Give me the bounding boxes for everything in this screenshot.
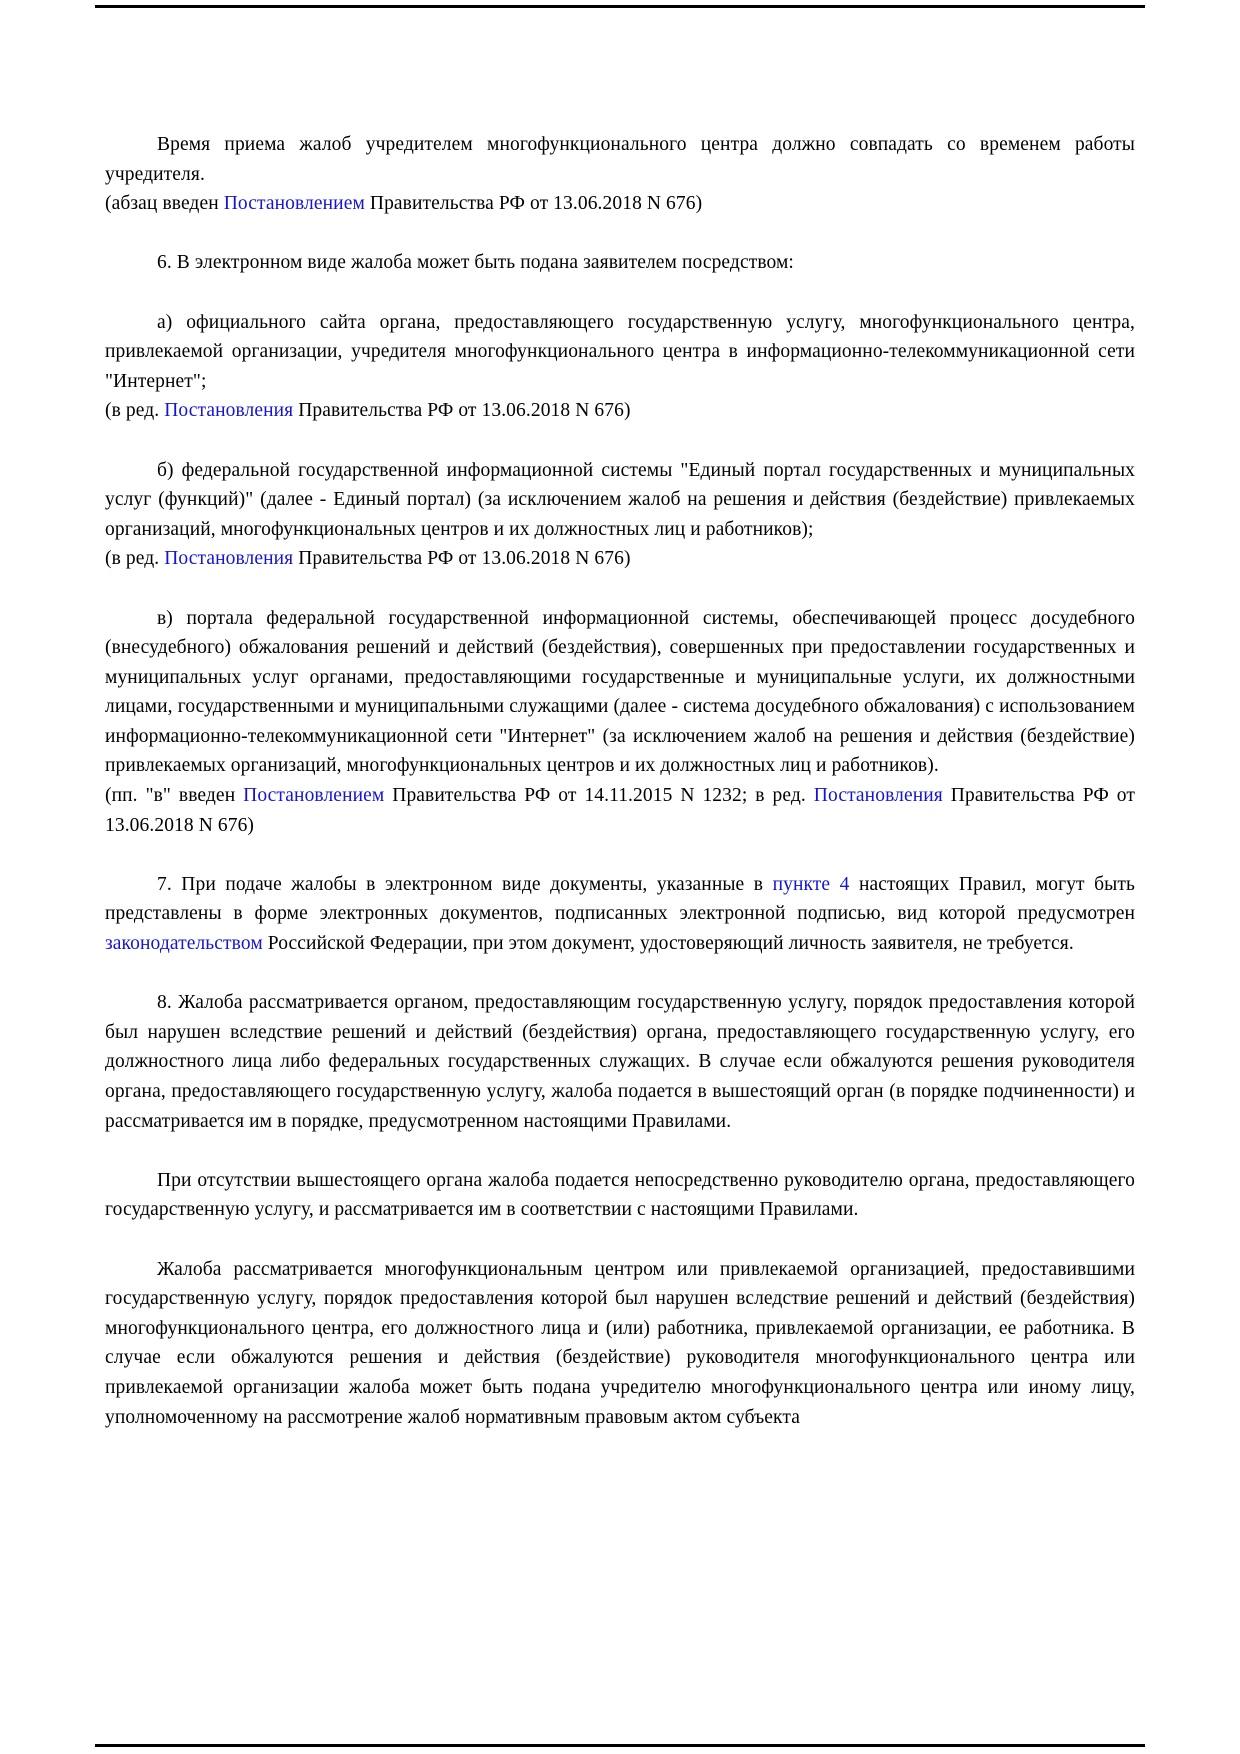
citation-part-1: (пп. "в" введен [105, 785, 244, 807]
paragraph-time-receipt: Время приема жалоб учредителем многофункционального центра должно совпадать со временем работы учредителя. [105, 134, 1135, 185]
paragraph-spacer [105, 574, 1135, 604]
citation-line-4 [105, 781, 1135, 840]
link-punkt-4[interactable]: пункте 4 [772, 873, 850, 895]
citation-line-3 [105, 544, 1135, 574]
paragraph-mfc-complaint: Жалоба рассматривается многофункциональным центром или привлекаемой организацией, предоставившими государственную услугу, порядок предоставления которой был нарушен вследствие решений и действий (бездействия) многофункционального центра, его должностного лица и (или) работника, привлекаемой организации, ее работника. В случае если обжалуются решения и действия (бездействие) руководителя многофункционального центра или привлекаемой организации жалоба может быть подана учредителю многофункционального центра или иному лицу, уполномоченному на рассмотрение жалоб нормативным правовым актом субъекта [105, 1258, 1135, 1428]
citation-prefix: (в ред. [105, 548, 165, 570]
citation-suffix: Правительства РФ от 13.06.2018 N 676) [293, 400, 631, 422]
paragraph-7-part-3: Российской Федерации, при этом документ, удостоверяющий личность заявителя, не требуется. [262, 933, 1074, 955]
citation-part-3: Правительства РФ от 13.06.2018 N 676) [105, 785, 1135, 836]
link-postanovleniya[interactable]: Постановления [164, 548, 294, 570]
paragraph-6b: б) федеральной государственной информационной системы "Единый портал государственных и муниципальных услуг (функций)" (далее - Единый портал) (за исключением жалоб на решения и действия (бездействие) привлекаемых организаций, многофункциональных центров и их должностных лиц и работников); [105, 459, 1135, 540]
citation-part-2: Правительства РФ от 14.11.2015 N 1232; в ред. [384, 785, 814, 807]
paragraph-absence-of-superior-body: При отсутствии вышестоящего органа жалоба подается непосредственно руководителю органа, предоставляющего государственную услугу, и рассматривается им в соответствии с настоящими Правилами. [105, 1169, 1135, 1221]
paragraph-spacer [105, 840, 1135, 870]
link-postanovleniem[interactable]: Постановлением [243, 785, 385, 807]
citation-prefix: (в ред. [105, 400, 165, 422]
paragraph-8: 8. Жалоба рассматривается органом, предоставляющим государственную услугу, порядок предоставления которой был нарушен вследствие решений и действий (бездействия) органа, предоставляющего государственную услугу, его должностного лица либо федеральных государственных служащих. В случае если обжалуются решения руководителя органа, предоставляющего государственную услугу, жалоба подается в вышестоящий орган (в порядке подчиненности) и рассматривается им в порядке, предусмотренном настоящими Правилами. [105, 992, 1135, 1132]
paragraph-spacer [105, 959, 1135, 989]
citation-prefix: (абзац введен [105, 193, 224, 215]
page-bottom-rule [95, 1744, 1145, 1747]
page-top-rule [95, 5, 1145, 8]
page-content [105, 130, 1135, 1432]
paragraph-7-part-2: настоящих Правил, могут быть представлены в форме электронных документов, подписанных электронной подписью, вид которой предусмотрен [105, 873, 1135, 925]
paragraph-7 [105, 870, 1135, 959]
paragraph-spacer [105, 426, 1135, 456]
paragraph-6: 6. В электронном виде жалоба может быть подана заявителем посредством: [157, 252, 794, 274]
citation-line-2 [105, 396, 1135, 426]
link-zakonodatelstvom[interactable]: законодательством [105, 933, 263, 955]
paragraph-7-part-1: 7. При подаче жалобы в электронном виде документы, указанные в [157, 873, 773, 895]
link-postanovleniem[interactable]: Постановлением [223, 193, 365, 215]
paragraph-spacer [105, 219, 1135, 249]
citation-line-1 [105, 189, 1135, 219]
link-postanovleniya[interactable]: Постановления [813, 785, 943, 807]
paragraph-6a: а) официального сайта органа, предоставляющего государственную услугу, многофункционального центра, привлекаемой организации, учредителя многофункционального центра в информационно-телекоммуникационной сети "Интернет"; [105, 311, 1135, 392]
paragraph-spacer [105, 1225, 1135, 1255]
citation-suffix: Правительства РФ от 13.06.2018 N 676) [364, 193, 703, 215]
paragraph-6v: в) портала федеральной государственной информационной системы, обеспечивающей процесс досудебного (внесудебного) обжалования решений и действий (бездействия), совершенных при предоставлении государственных и муниципальных услуг органами, предоставляющими государственные и муниципальные услуги, их должностными лицами, государственными и муниципальными служащими (далее - система досудебного обжалования) с использованием информационно-телекоммуникационной сети "Интернет" (за исключением жалоб на решения и действия (бездействие) привлекаемых организаций, многофункциональных центров и их должностных лиц и работников). [105, 607, 1135, 777]
paragraph-spacer [105, 1136, 1135, 1166]
link-postanovleniya[interactable]: Постановления [164, 400, 294, 422]
paragraph-spacer [105, 278, 1135, 308]
citation-suffix: Правительства РФ от 13.06.2018 N 676) [293, 548, 631, 570]
